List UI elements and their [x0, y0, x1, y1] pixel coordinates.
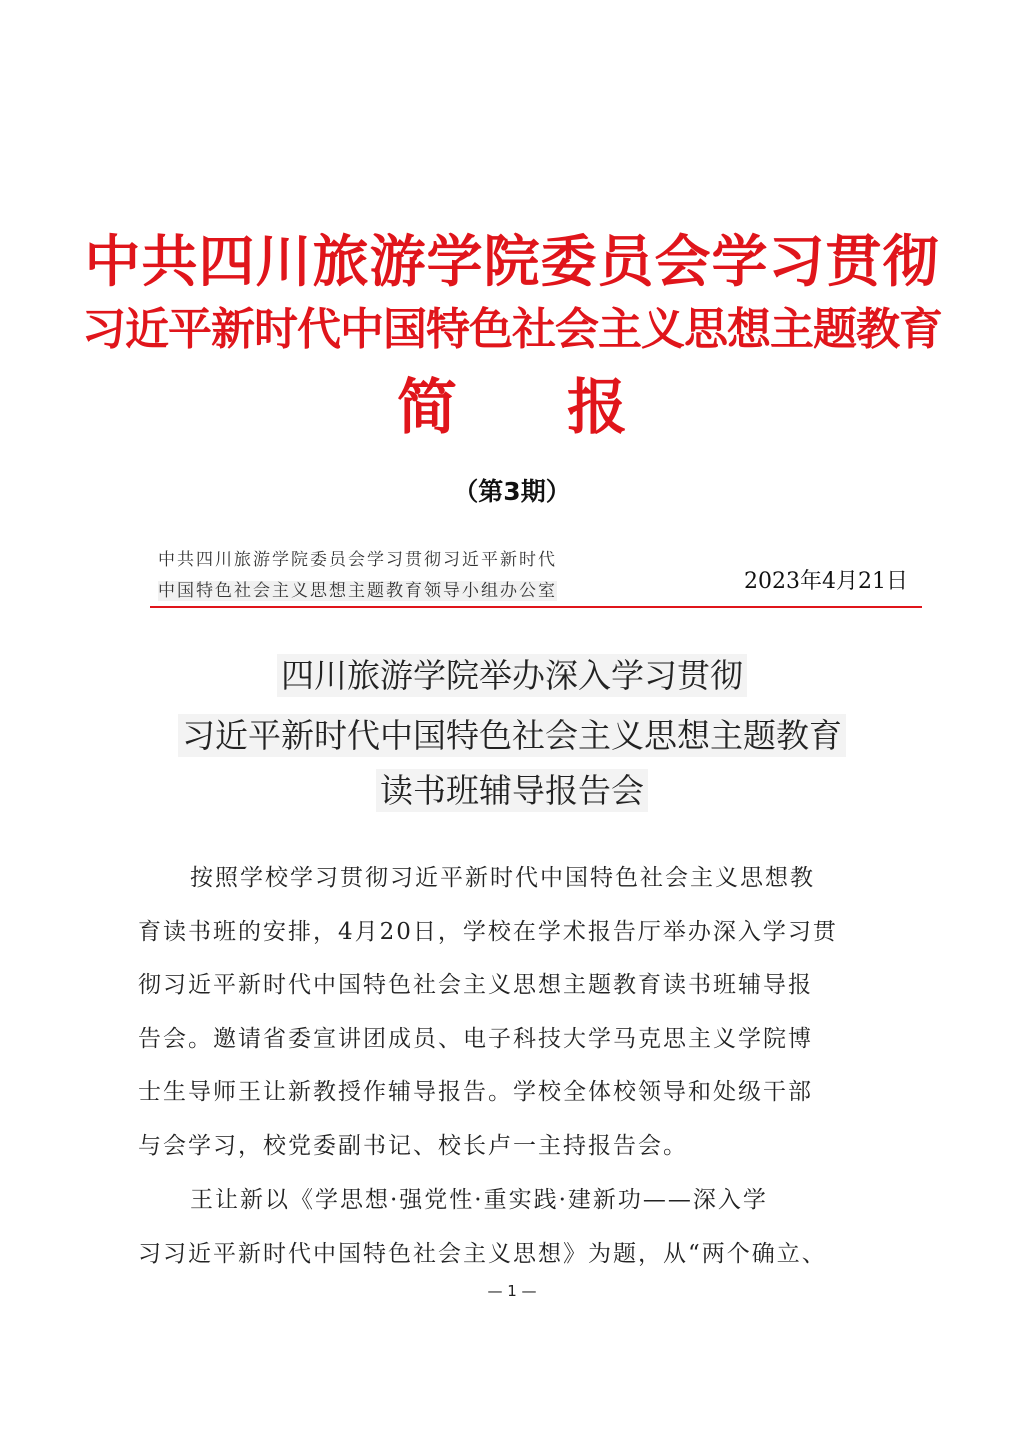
paragraph-1 — [138, 852, 838, 1173]
paragraph-2 — [138, 1174, 827, 1281]
article-title-text-2: 习近平新时代中国特色社会主义思想主题教育 — [178, 714, 846, 757]
paragraph-line: 王让新以《学思想·强党性·重实践·建新功——深入学 — [190, 1187, 768, 1213]
office-line-2-text: 中国特色社会主义思想主题教育领导小组办公室 — [158, 581, 557, 601]
issuing-office — [158, 545, 557, 607]
issue-number: （第3期） — [453, 477, 571, 506]
issue-date: 2023年4月21日 — [744, 569, 908, 594]
paragraph-line: 按照学校学习贯彻习近平新时代中国特色社会主义思想教 — [190, 865, 815, 891]
article-title-line-3 — [0, 765, 1024, 812]
page-number: — 1 — — [487, 1282, 537, 1300]
paragraph-line: 告会。邀请省委宣讲团成员、电子科技大学马克思主义学院博 — [138, 1025, 813, 1052]
article-title-text-3: 读书班辅导报告会 — [376, 769, 648, 812]
office-line-1: 中共四川旅游学院委员会学习贯彻习近平新时代 — [158, 550, 557, 570]
masthead-line-1: 中共四川旅游学院委员会学习贯彻 — [84, 229, 940, 295]
paragraph-line: 与会学习，校党委副书记、校长卢一主持报告会。 — [138, 1132, 688, 1159]
paragraph-line: 习习近平新时代中国特色社会主义思想》为题，从“两个确立、 — [138, 1240, 827, 1267]
paragraph-line: 育读书班的安排，4月20日，学校在学术报告厅举办深入学习贯 — [138, 918, 838, 945]
paragraph-line: 士生导师王让新教授作辅导报告。学校全体校领导和处级干部 — [138, 1079, 813, 1105]
header-divider — [150, 606, 922, 608]
article-title-line-1 — [0, 650, 1024, 697]
paragraph-line: 彻习近平新时代中国特色社会主义思想主题教育读书班辅导报 — [138, 972, 813, 998]
article-title-text-1: 四川旅游学院举办深入学习贯彻 — [277, 654, 747, 697]
office-line-2 — [158, 576, 557, 607]
article-title-line-2 — [0, 710, 1024, 757]
masthead-line-2: 习近平新时代中国特色社会主义思想主题教育 — [82, 304, 942, 355]
masthead-title: 简报 — [397, 373, 737, 443]
